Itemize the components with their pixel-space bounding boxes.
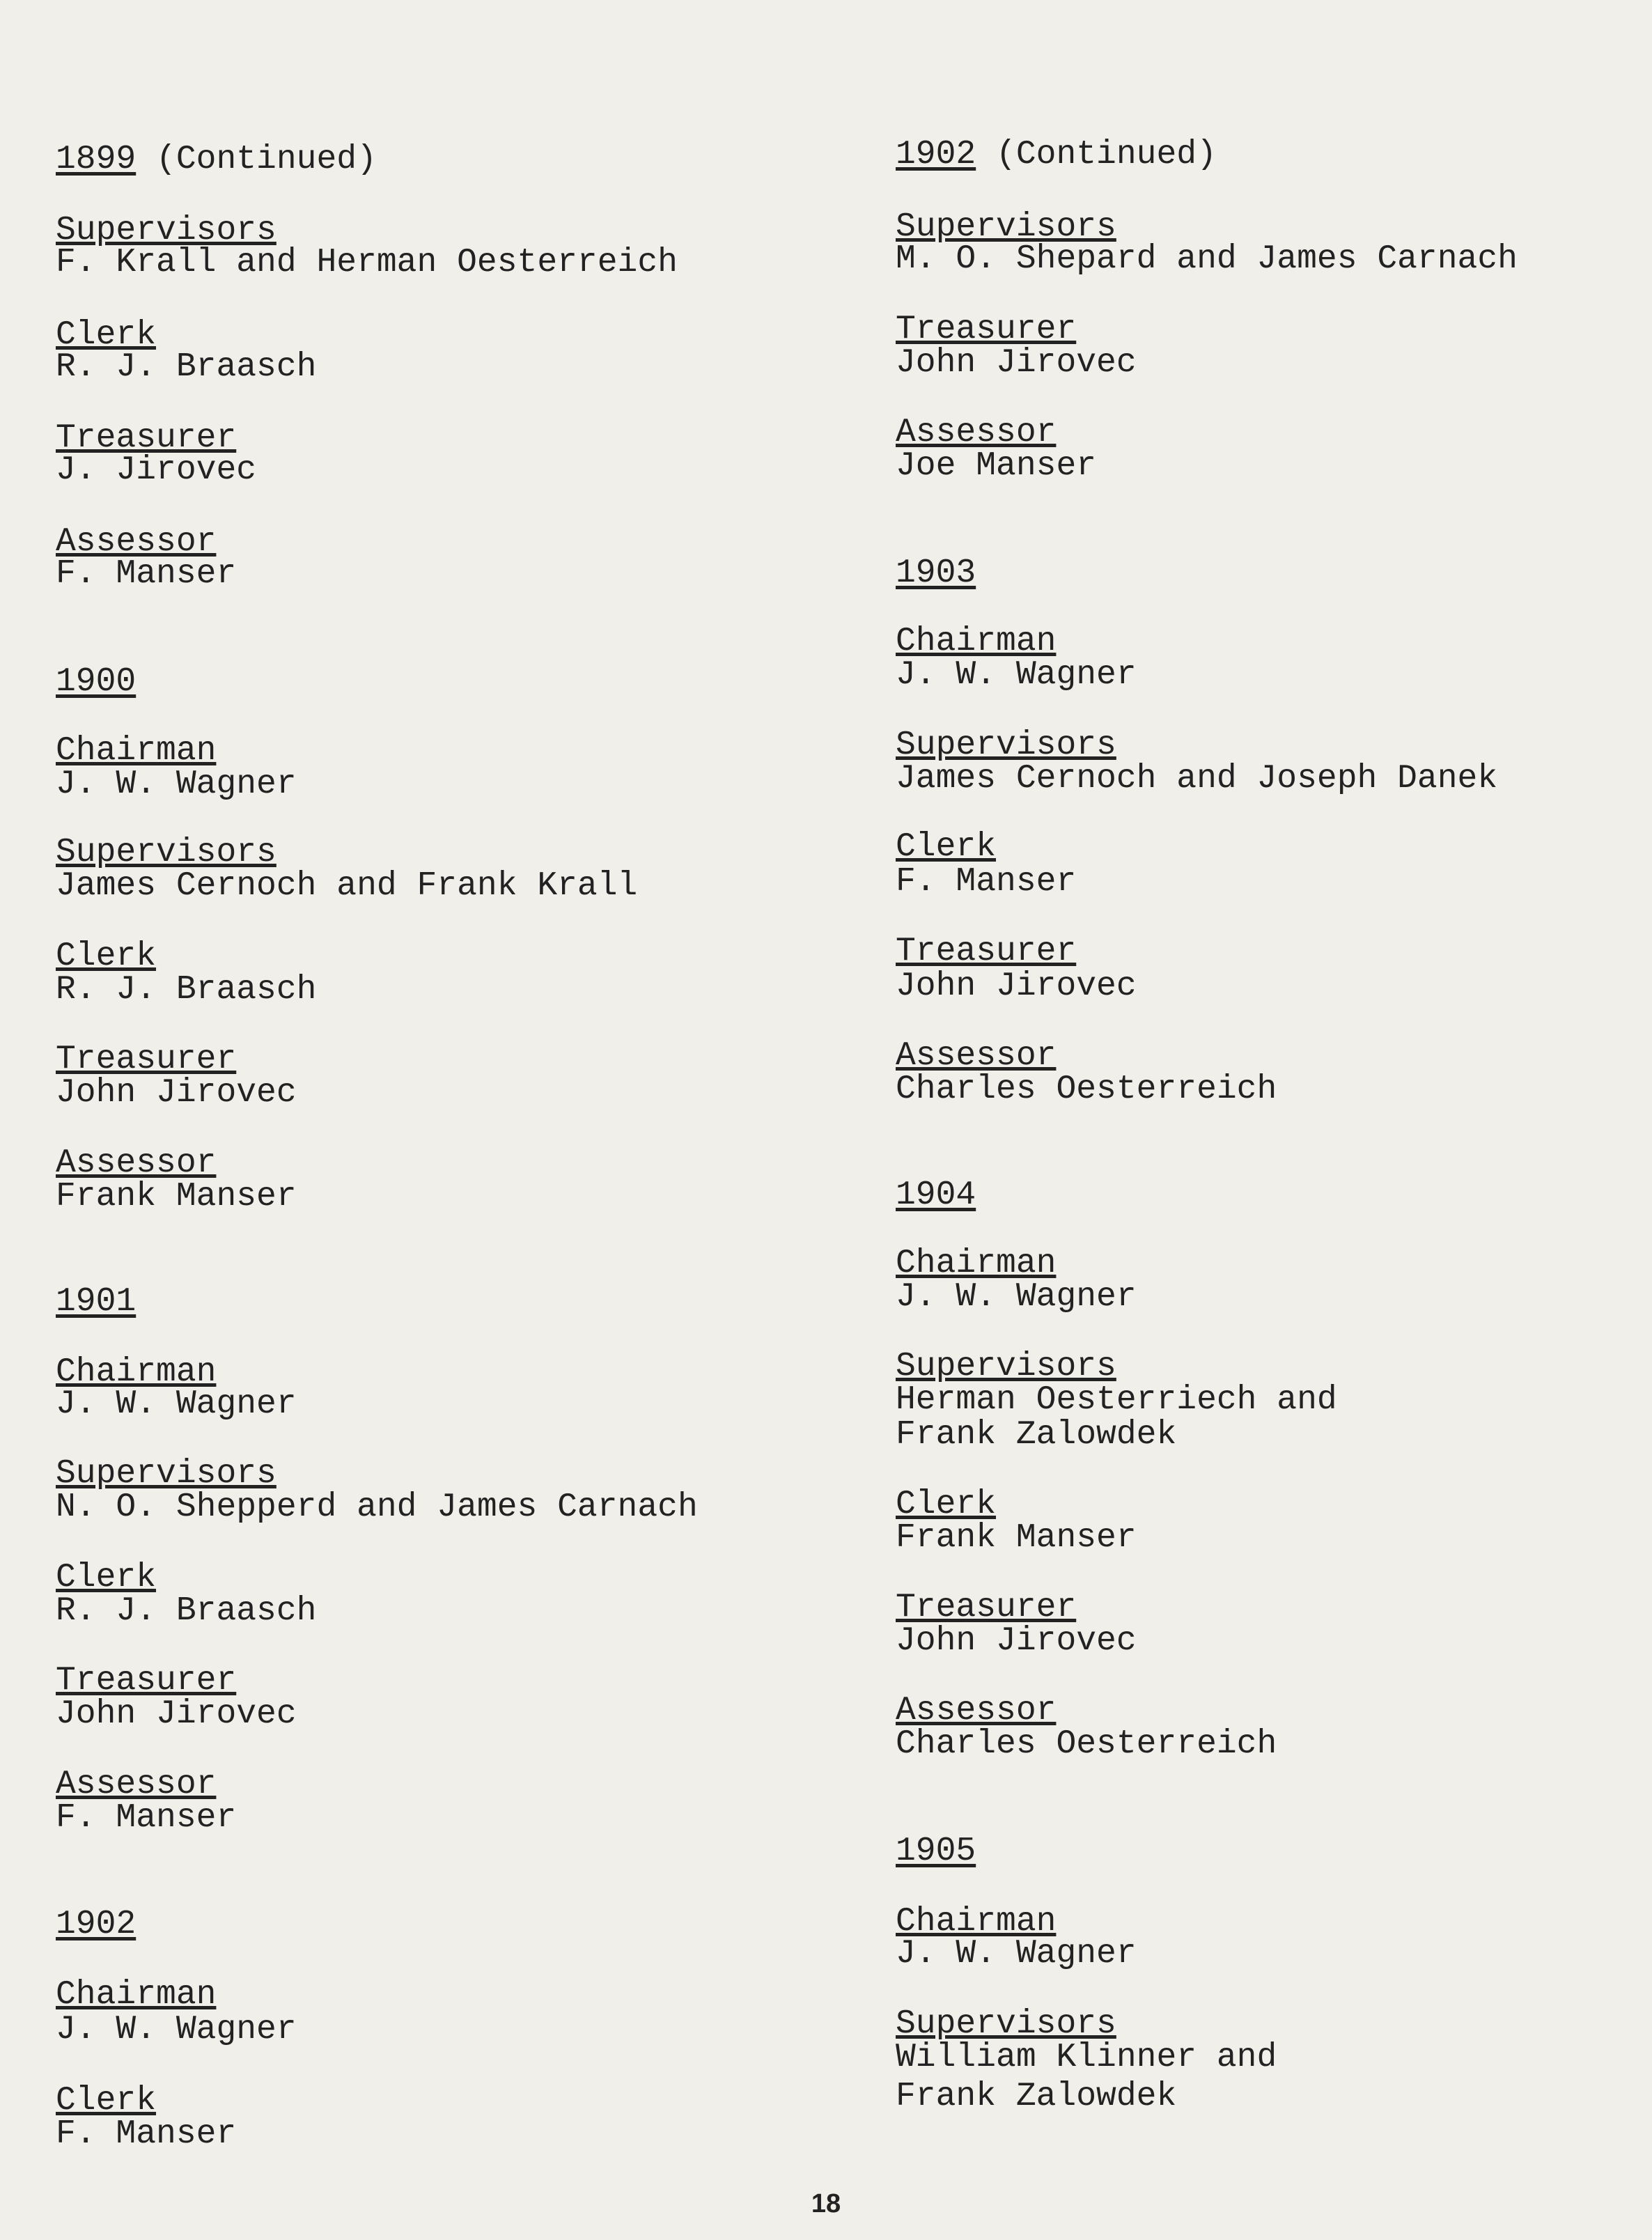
- year-heading-1899: [56, 141, 377, 178]
- assessor-label: Assessor: [896, 1037, 1057, 1075]
- year-number: 1902: [896, 136, 976, 173]
- chairman-label: Chairman: [896, 1245, 1057, 1282]
- clerk-name: Frank Manser: [896, 1519, 1137, 1557]
- treasurer-label: Treasurer: [896, 311, 1077, 348]
- year-number: 1899: [56, 141, 137, 178]
- supervisors-names-line1: Herman Oesterriech and: [896, 1381, 1337, 1419]
- year-number: 1904: [896, 1176, 976, 1214]
- assessor-name: Charles Oesterreich: [896, 1071, 1277, 1108]
- year-heading-1905: [896, 1833, 976, 1869]
- chairman-name: J. W. Wagner: [56, 1385, 297, 1423]
- chairman-label: Chairman: [56, 732, 217, 770]
- treasurer-name: John Jirovec: [896, 344, 1137, 382]
- year-heading-1901: [56, 1284, 136, 1320]
- chairman-name: J. W. Wagner: [896, 1278, 1137, 1316]
- supervisors-label: Supervisors: [56, 834, 276, 871]
- supervisors-names-line1: William Klinner and: [896, 2039, 1277, 2076]
- treasurer-label: Treasurer: [896, 1589, 1077, 1626]
- supervisors-names: James Cernoch and Joseph Danek: [896, 760, 1498, 798]
- supervisors-names: F. Krall and Herman Oesterreich: [56, 244, 678, 281]
- year-number: 1900: [56, 663, 137, 701]
- supervisors-label: Supervisors: [56, 212, 276, 249]
- page-number: 18: [811, 2189, 841, 2218]
- year-number: 1902: [56, 1906, 137, 1943]
- year-heading-1902-continued: [896, 137, 1217, 173]
- year-heading-1904: [896, 1177, 976, 1213]
- clerk-name: R. J. Braasch: [56, 348, 317, 386]
- year-number: 1901: [56, 1283, 137, 1321]
- clerk-label: Clerk: [56, 938, 157, 975]
- treasurer-label: Treasurer: [56, 419, 237, 457]
- assessor-label: Assessor: [896, 1692, 1057, 1729]
- year-heading-1900: [56, 664, 136, 700]
- year-number: 1903: [896, 554, 976, 592]
- assessor-name: Charles Oesterreich: [896, 1725, 1277, 1763]
- treasurer-label: Treasurer: [56, 1041, 237, 1078]
- supervisors-names: James Cernoch and Frank Krall: [56, 867, 638, 905]
- assessor-name: Joe Manser: [896, 447, 1097, 485]
- supervisors-label: Supervisors: [896, 2005, 1116, 2043]
- treasurer-name: John Jirovec: [56, 1074, 297, 1112]
- chairman-label: Chairman: [896, 623, 1057, 660]
- chairman-label: Chairman: [56, 1353, 217, 1391]
- continued-label: (Continued): [136, 141, 377, 178]
- treasurer-name: John Jirovec: [896, 1622, 1137, 1660]
- chairman-name: J. W. Wagner: [56, 765, 297, 803]
- clerk-label: Clerk: [896, 828, 997, 866]
- treasurer-label: Treasurer: [896, 933, 1077, 970]
- assessor-label: Assessor: [896, 414, 1057, 451]
- clerk-label: Clerk: [56, 316, 157, 354]
- clerk-label: Clerk: [56, 2082, 157, 2120]
- treasurer-label: Treasurer: [56, 1662, 237, 1700]
- supervisors-names-line2: Frank Zalowdek: [896, 1416, 1177, 1454]
- supervisors-label: Supervisors: [56, 1455, 276, 1493]
- supervisors-label: Supervisors: [896, 208, 1116, 246]
- clerk-label: Clerk: [896, 1486, 997, 1523]
- assessor-name: F. Manser: [56, 555, 237, 593]
- chairman-label: Chairman: [896, 1903, 1057, 1940]
- year-number: 1905: [896, 1833, 976, 1870]
- supervisors-names: M. O. Shepard and James Carnach: [896, 240, 1518, 278]
- chairman-label: Chairman: [56, 1976, 217, 2014]
- supervisors-label: Supervisors: [896, 726, 1116, 764]
- clerk-name: R. J. Braasch: [56, 971, 317, 1009]
- assessor-label: Assessor: [56, 1766, 217, 1803]
- assessor-label: Assessor: [56, 523, 217, 561]
- assessor-name: F. Manser: [56, 1799, 237, 1837]
- assessor-label: Assessor: [56, 1144, 217, 1182]
- chairman-name: J. W. Wagner: [896, 1935, 1137, 1973]
- year-heading-1903: [896, 555, 976, 591]
- treasurer-name: J. Jirovec: [56, 451, 257, 489]
- supervisors-names-line2: Frank Zalowdek: [896, 2078, 1177, 2115]
- clerk-name: R. J. Braasch: [56, 1592, 317, 1630]
- clerk-name: F. Manser: [56, 2115, 237, 2153]
- supervisors-names: N. O. Shepperd and James Carnach: [56, 1488, 698, 1526]
- clerk-label: Clerk: [56, 1559, 157, 1596]
- clerk-name: F. Manser: [896, 863, 1077, 901]
- chairman-name: J. W. Wagner: [56, 2011, 297, 2048]
- year-heading-1902: [56, 1906, 136, 1943]
- chairman-name: J. W. Wagner: [896, 656, 1137, 694]
- treasurer-name: John Jirovec: [896, 967, 1137, 1005]
- continued-label: (Continued): [976, 136, 1217, 173]
- supervisors-label: Supervisors: [896, 1348, 1116, 1385]
- assessor-name: Frank Manser: [56, 1178, 297, 1215]
- treasurer-name: John Jirovec: [56, 1695, 297, 1733]
